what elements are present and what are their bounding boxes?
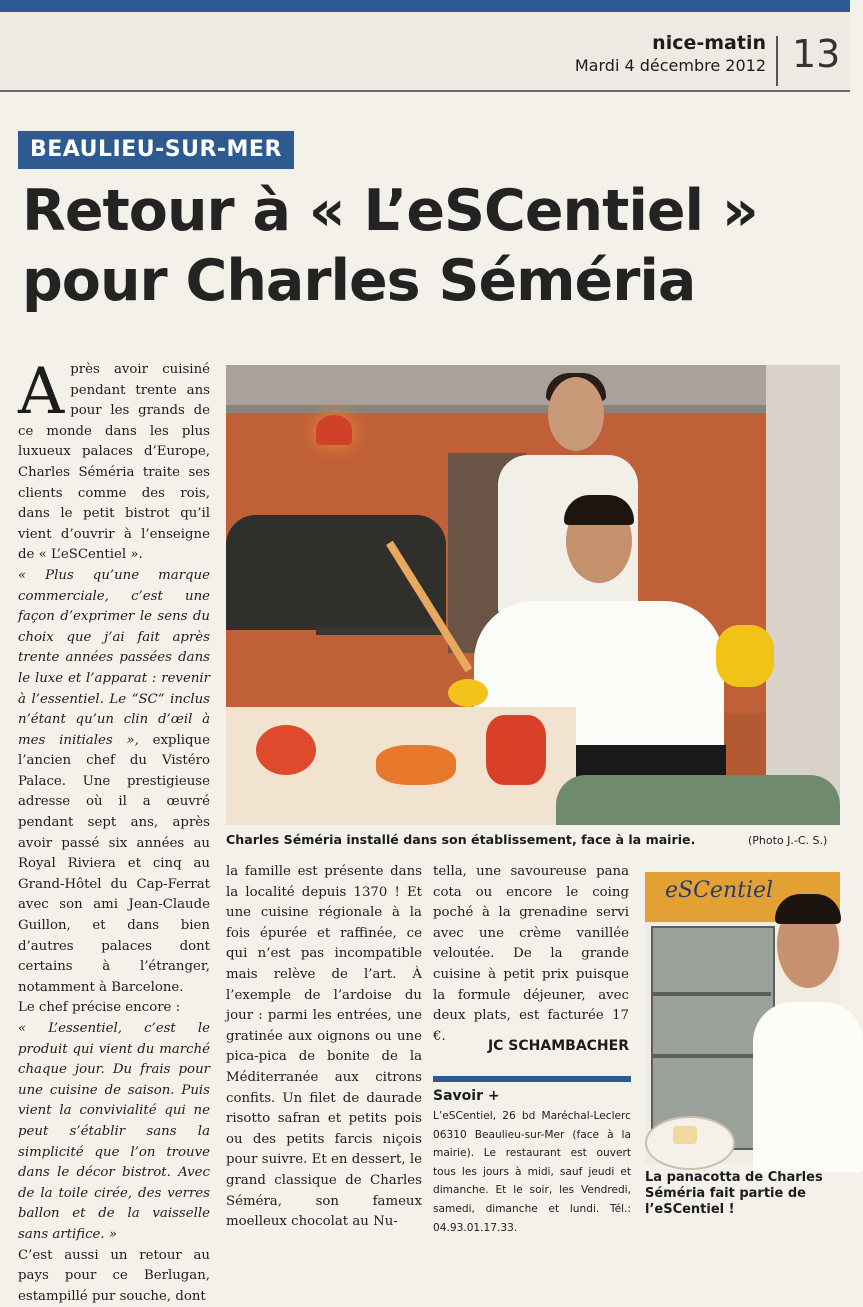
masthead — [575, 32, 766, 75]
article-column-3 — [433, 862, 629, 1062]
main-photo — [226, 365, 840, 825]
chef-hair — [775, 894, 841, 924]
article-column-2 — [226, 862, 422, 1230]
young-man-face — [548, 377, 604, 451]
yellow-flower — [448, 679, 488, 707]
header-divider — [776, 36, 778, 86]
byline: JC SCHAMBACHER — [487, 1038, 629, 1054]
paragraph-precise: Le chef précise encore : — [18, 1000, 181, 1016]
headline-line-1: Retour à « L’eSCentiel » — [22, 178, 758, 244]
tablecloth-pattern — [486, 715, 546, 785]
side-photo — [645, 872, 840, 1164]
paragraph-dessert: tella, une savoureuse pana cota ou encore le coing poché à la grenadine servi avec une crème vanillée veloutée. De la grande cuisine à petit prix puisque la formule déjeuner, avec deux plats, est facturée 17 €. — [433, 864, 629, 1044]
side-photo-caption: La panacotta de Charles Séméria fait partie de l’eSCentiel ! — [645, 1170, 823, 1217]
restaurant-sign-text: eSCentiel — [665, 878, 774, 903]
section-tag: BEAULIEU-SUR-MER — [18, 131, 294, 169]
paragraph-quote-1: « Plus qu’une marque commerciale, c’est une façon d’exprimer le sens du choix que j’ai fait après trente années passées dans le luxe et l’apparat : revenir à l’essentiel. Le “SC” inclus n’étant qu’un clin d’œil à mes initiales », explique l’ancien chef du Vistéro Palace. Une prestigieuse adresse où il a œuvré pendant sept ans, après avoir passé six années au Royal Riviera et cinq au Grand-Hôtel du Cap-Ferrat avec son ami Jean-Claude Guillon, et dans bien d’autres palaces dont certains à l’étranger, notamment à Barcelone. — [18, 567, 210, 995]
savoir-text: L’eSCentiel, 26 bd Maréchal-Leclerc 06310 Beaulieu-sur-Mer (face à la mairie). Le restaurant est ouvert tous les jours à midi, sauf jeudi et dimanche. Et le soir, les Vendredi, samedi, dimanche et lundi. Tél.: 04.93.01.17.33. — [433, 1110, 631, 1234]
red-lamp — [316, 415, 352, 445]
yellow-citrus — [716, 625, 774, 687]
paper-name: nice-matin — [652, 32, 766, 54]
main-photo-caption: Charles Séméria installé dans son établissement, face à la mairie. — [226, 832, 696, 847]
headline-line-2: pour Charles Séméria — [22, 248, 696, 314]
page-number: 13 — [792, 32, 841, 76]
top-color-bar — [0, 0, 850, 12]
chef-hair — [564, 495, 634, 525]
paragraph-quote-2: « L’essentiel, c’est le produit qui vient du marché chaque jour. Du frais pour une cuisine de saison. Puis vient la convivialité qui ne peut s’établir sans la simplicité que l’on trouve dans le décor bistrot. Avec de la toile cirée, des verres ballon et de la vaisselle sans artifice. » — [18, 1021, 210, 1242]
savoir-bar — [433, 1076, 631, 1082]
issue-date: Mardi 4 décembre 2012 — [574, 56, 766, 75]
fridge-shelf — [653, 992, 771, 996]
panacotta — [673, 1126, 697, 1144]
tablecloth-pattern — [376, 745, 456, 785]
shelf — [316, 627, 446, 635]
chef-jacket — [753, 1002, 863, 1172]
ceiling-beam — [226, 405, 840, 413]
savoir-title: Savoir + — [433, 1088, 500, 1104]
paragraph-retour: C’est aussi un retour au pays pour ce Berlugan, estampillé pur souche, dont — [18, 1247, 210, 1304]
succulent-plants — [556, 775, 840, 825]
tablecloth-pattern — [256, 725, 316, 775]
headline — [22, 176, 842, 316]
article-column-1 — [18, 355, 210, 1304]
paragraph-intro: Après avoir cuisiné pendant trente ans pour les grands de ce monde dans les plus luxueux palaces d’Europe, Charles Séméria traite ses clients comme des rois, dans le petit bistrot qu’il vient d’ouvrir à l’enseigne de « L’eSCentiel ». — [18, 355, 210, 563]
savoir-plus-box — [433, 1076, 631, 1237]
dropcap: A — [18, 355, 65, 429]
white-wall — [766, 365, 840, 825]
photo-credit: (Photo J.-C. S.) — [748, 834, 828, 847]
paragraph-famille: la famille est présente dans la localité depuis 1370 ! Et une cuisine régionale à la fois épurée et raffinée, ce qui n’est pas incompatible mais relève de l’art. À l’exemple de l’ardoise du jour : parmi les entrées, une gratinée aux oignons ou une pica-pica de bonite de la Méditerranée aux citrons confits. Un filet de daurade risotto safran et petits pois ou des petits farcis niçois pour suivre. Et en dessert, le grand classique de Charles Séméra, son fameux moelleux chocolat au Nu- — [226, 864, 422, 1230]
page-header — [0, 12, 850, 92]
